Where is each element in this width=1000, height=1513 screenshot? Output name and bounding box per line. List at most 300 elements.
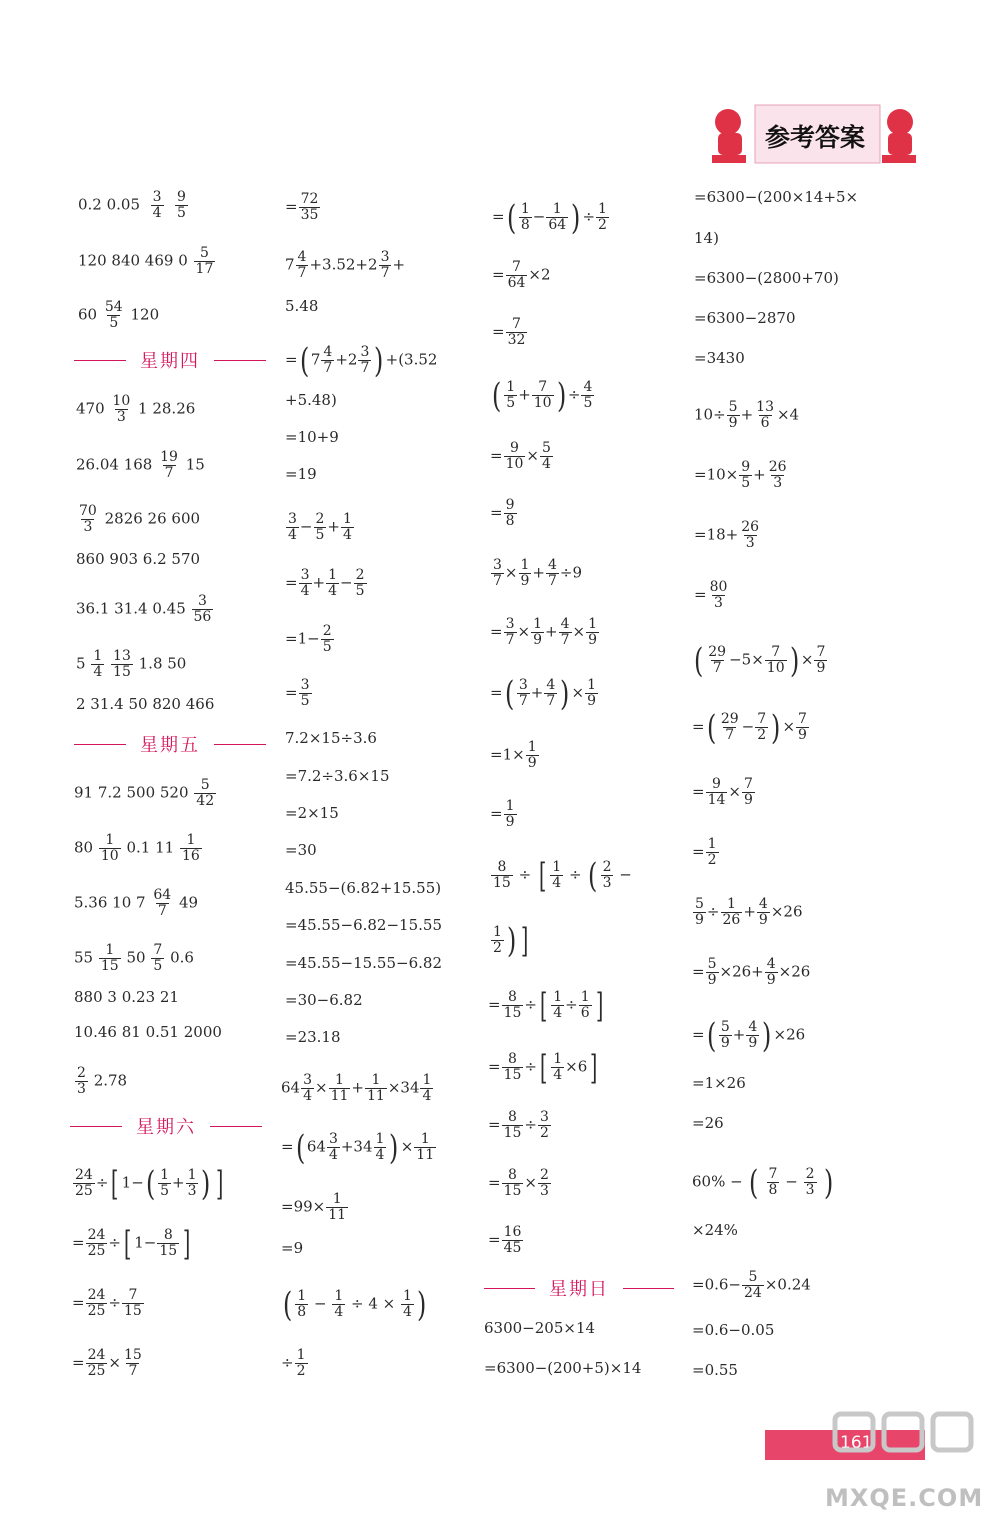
fraction <box>286 512 299 543</box>
fraction <box>504 441 526 472</box>
fraction <box>693 897 706 928</box>
fraction <box>538 1168 551 1199</box>
fraction <box>491 925 504 956</box>
fraction-numerator: 3 <box>493 557 502 573</box>
answer-line: 60% − ( $\frac{7}{8}$ − $\frac{2}{3}$ ) <box>692 1162 834 1203</box>
fraction-numerator: 4 <box>560 616 570 632</box>
fraction <box>73 1168 95 1199</box>
fraction <box>755 712 768 743</box>
answer-line: = $\frac{24}{25}$ × $\frac{15}{7}$ <box>72 1347 142 1379</box>
fraction-denominator: 4 <box>328 1147 338 1163</box>
fraction-denominator: 4 <box>328 583 337 599</box>
fraction-numerator: 24 <box>87 1227 106 1243</box>
fraction-numerator: 4 <box>323 344 333 360</box>
fraction-denominator: 5 <box>506 395 516 411</box>
fraction-denominator: 4 <box>403 1304 412 1320</box>
fraction <box>321 624 334 655</box>
fraction-denominator: 6 <box>580 1005 590 1021</box>
fraction <box>765 957 778 988</box>
fraction-denominator: 5 <box>583 395 593 411</box>
watermark-text: MXQE.COM <box>825 1484 984 1512</box>
fraction-denominator: 15 <box>503 1125 522 1141</box>
fraction <box>559 617 572 648</box>
fraction-denominator: 11 <box>330 1088 349 1104</box>
fraction <box>540 441 553 472</box>
fraction <box>757 897 770 928</box>
fraction <box>157 1228 179 1259</box>
fraction-denominator: 15 <box>503 1005 522 1021</box>
fraction-denominator: 15 <box>100 958 119 974</box>
answer-line: =30 <box>285 841 317 859</box>
answer-line: 10.46 81 0.51 2000 <box>74 1023 222 1041</box>
fraction-numerator: 2 <box>322 623 332 639</box>
fraction-numerator: 3 <box>518 677 528 693</box>
fraction <box>742 1270 764 1301</box>
answer-line: = $\frac{9}{14}$ × $\frac{7}{9}$ <box>692 776 753 808</box>
fraction <box>299 678 312 709</box>
bracket: ( <box>282 1284 293 1325</box>
answer-line: =( $\frac{29}{7}$ − $\frac{7}{2}$ ) × $\frac{7}{9}$ <box>692 707 807 748</box>
fraction <box>180 833 202 864</box>
answer-line: +5.48) <box>285 391 337 409</box>
fraction-numerator: 1 <box>520 557 530 573</box>
fraction-numerator: 4 <box>583 379 593 395</box>
bracket: ( <box>588 855 598 896</box>
fraction-numerator: 7 <box>743 776 753 792</box>
bracket: ( <box>506 197 516 238</box>
fraction-denominator: 7 <box>380 265 390 281</box>
answer-line: = $\frac{8}{15}$ ÷[ $\frac{1}{4}$ ×6] <box>488 1047 598 1088</box>
fraction-denominator: 2 <box>296 1363 306 1379</box>
answer-line: ( $\frac{29}{7}$ −5× $\frac{7}{10}$ ) × $\frac{7}{9}$ <box>693 640 826 681</box>
answer-line: =6300−(2800+70) <box>694 269 839 287</box>
fraction <box>151 943 164 974</box>
fraction-numerator: 1 <box>527 739 537 755</box>
bracket: ) <box>771 707 781 748</box>
fraction-denominator: 9 <box>743 792 753 808</box>
fraction-numerator: 4 <box>748 1019 758 1035</box>
fraction <box>719 712 741 743</box>
fraction-denominator: 9 <box>695 912 704 928</box>
fraction <box>504 498 517 529</box>
bracket: ) <box>416 1284 427 1325</box>
fraction-numerator: 7 <box>128 1287 138 1303</box>
fraction-denominator: 7 <box>548 573 557 589</box>
fraction-numerator: 3 <box>288 511 297 527</box>
fraction-numerator: 9 <box>177 189 186 205</box>
fraction-denominator: 25 <box>87 1303 106 1319</box>
fraction <box>374 1132 387 1163</box>
answer-line: 91 7.2 500 520 $\frac{5}{42}$ <box>74 777 215 809</box>
fraction-numerator: 9 <box>741 459 751 475</box>
fraction-numerator: 19 <box>160 449 178 465</box>
fraction-numerator: 7 <box>757 711 767 727</box>
section-header-thursday: 星期四 <box>74 348 266 372</box>
answer-line: =45.55−6.82−15.55 <box>285 916 442 934</box>
fraction-numerator: 1 <box>587 677 597 693</box>
fraction <box>519 202 532 233</box>
fraction <box>767 1167 780 1198</box>
answer-line: =2×15 <box>285 804 339 822</box>
fraction-numerator: 8 <box>508 1051 517 1067</box>
answer-line: =( 64 $\frac{3}{4}$ +34 $\frac{1}{4}$ ) × $\frac{1}{11}$ <box>281 1127 435 1168</box>
fraction <box>379 250 392 281</box>
answer-line: = $\frac{80}{3}$ <box>694 579 728 611</box>
answer-line: =23.18 <box>285 1028 341 1046</box>
fraction-numerator: 3 <box>197 593 207 609</box>
fraction-denominator: 14 <box>707 792 726 808</box>
fraction <box>502 1225 524 1256</box>
bracket: ) <box>560 673 570 714</box>
bracket: ) <box>789 640 799 681</box>
answer-line: =9 <box>281 1239 304 1257</box>
fraction <box>551 990 564 1021</box>
fraction <box>192 594 214 625</box>
fraction-numerator: 1 <box>343 511 352 527</box>
answer-line: =18+ $\frac{26}{3}$ <box>694 519 760 551</box>
fraction-denominator: 7 <box>546 693 556 709</box>
bracket: [ <box>123 1223 132 1264</box>
fraction <box>579 990 592 1021</box>
bracket: ) <box>506 920 517 961</box>
fraction-denominator: 5 <box>322 639 332 655</box>
answer-line: = $\frac{3}{5}$ <box>285 677 310 709</box>
fraction <box>746 1020 759 1051</box>
bracket: ( <box>299 340 309 381</box>
fraction-numerator: 13 <box>756 399 774 415</box>
bracket: ] <box>183 1223 191 1264</box>
fraction <box>86 1228 108 1259</box>
fraction <box>86 1348 108 1379</box>
answer-line: = $\frac{5}{9}$ ×26+ $\frac{4}{9}$ ×26 <box>692 956 811 988</box>
fraction-denominator: 25 <box>75 1183 93 1199</box>
fraction-denominator: 7 <box>360 360 370 376</box>
fraction-denominator: 5 <box>355 583 365 599</box>
fraction <box>299 568 312 599</box>
bracket: ) <box>824 1162 834 1203</box>
fraction-denominator: 3 <box>187 1183 197 1199</box>
fraction-denominator: 7 <box>297 265 307 281</box>
fraction-denominator: 2 <box>493 940 502 956</box>
fraction <box>742 777 755 808</box>
fraction-denominator: 4 <box>288 527 297 543</box>
fraction-denominator: 25 <box>87 1243 106 1259</box>
answer-line: 36.1 31.4 0.45 $\frac{3}{56}$ <box>76 593 212 625</box>
fraction-denominator: 4 <box>422 1088 432 1104</box>
fraction <box>502 1052 524 1083</box>
answer-line: $\frac{2}{3}$ 2.78 <box>77 1065 128 1097</box>
fraction-denominator: 4 <box>375 1147 385 1163</box>
answer-line: =6300−(200×14+5× <box>694 188 859 206</box>
fraction <box>326 1192 348 1223</box>
fraction-denominator: 3 <box>83 519 93 535</box>
fraction <box>103 300 125 331</box>
fraction <box>727 400 740 431</box>
fraction-denominator: 4 <box>300 583 310 599</box>
fraction-denominator: 15 <box>503 1067 522 1083</box>
section-header-saturday: 星期六 <box>70 1114 262 1138</box>
fraction-denominator: 4 <box>541 456 551 472</box>
bracket: ] <box>595 985 603 1026</box>
fraction-denominator: 9 <box>527 755 537 771</box>
answer-line: 2 31.4 50 820 466 <box>76 695 215 713</box>
fraction-numerator: 1 <box>707 836 717 852</box>
answer-line: $\frac{3}{7}$ × $\frac{1}{9}$ + $\frac{4}{7}$ ÷9 <box>493 557 583 589</box>
answer-line: 6300−205×14 <box>484 1319 596 1337</box>
answer-line: =0.6−0.05 <box>692 1321 775 1339</box>
bracket: ) <box>389 1127 399 1168</box>
fraction-numerator: 1 <box>726 896 736 912</box>
fraction-numerator: 72 <box>300 191 319 207</box>
fraction-denominator: 10 <box>766 660 785 676</box>
fraction-numerator: 4 <box>758 896 768 912</box>
fraction-denominator: 45 <box>503 1240 522 1256</box>
fraction-numerator: 2 <box>77 1065 86 1081</box>
fraction <box>706 777 728 808</box>
fraction-numerator: 16 <box>503 1224 522 1240</box>
fraction <box>804 1167 817 1198</box>
fraction <box>551 1052 564 1083</box>
fraction-numerator: 4 <box>766 956 776 972</box>
fraction-denominator: 3 <box>116 409 126 425</box>
fraction-numerator: 7 <box>512 316 521 332</box>
answer-line: = $\frac{9}{10}$ × $\frac{5}{4}$ <box>490 440 551 472</box>
fraction <box>151 190 164 221</box>
fraction <box>158 1168 171 1199</box>
answer-line: = $\frac{8}{15}$ ÷[ $\frac{1}{4}$ ÷ $\frac{1}{6}$ ] <box>488 985 603 1026</box>
fraction-denominator: 11 <box>367 1088 385 1104</box>
fraction-numerator: 5 <box>720 1019 730 1035</box>
answer-line: ÷ $\frac{1}{2}$ <box>281 1347 306 1379</box>
answer-line: 5.36 10 7 $\frac{64}{7}$ 49 <box>74 887 199 919</box>
fraction-numerator: 1 <box>375 1131 385 1147</box>
fraction <box>341 512 354 543</box>
fraction <box>538 1110 551 1141</box>
fraction-denominator: 15 <box>113 664 131 680</box>
answer-line: 45.55−(6.82+15.55) <box>285 879 442 897</box>
answer-line: 470 $\frac{10}{3}$ 1 28.26 <box>76 393 196 425</box>
fraction-denominator: 8 <box>505 513 515 529</box>
fraction-numerator: 5 <box>541 440 551 456</box>
fraction-denominator: 9 <box>758 912 768 928</box>
bracket: [ <box>539 985 548 1026</box>
fraction-numerator: 26 <box>741 519 760 535</box>
fraction-denominator: 9 <box>707 972 717 988</box>
bracket: ) <box>556 375 566 416</box>
fraction <box>122 1288 144 1319</box>
answer-line: =26 <box>692 1114 724 1132</box>
bracket: ( <box>145 1163 156 1204</box>
bracket: ( <box>706 1015 716 1056</box>
fraction-numerator: 13 <box>113 648 131 664</box>
fraction-denominator: 26 <box>722 912 741 928</box>
fraction-denominator: 7 <box>712 660 722 676</box>
fraction-denominator: 4 <box>552 875 562 891</box>
fraction-denominator: 2 <box>707 852 717 868</box>
fraction-numerator: 29 <box>708 644 727 660</box>
fraction-denominator: 4 <box>553 1005 563 1021</box>
fraction <box>531 617 544 648</box>
fraction-denominator: 32 <box>507 332 526 348</box>
fraction <box>739 460 752 491</box>
fraction-denominator: 9 <box>720 1035 730 1051</box>
fraction-denominator: 9 <box>816 660 826 676</box>
fraction-numerator: 3 <box>300 567 310 583</box>
fraction-numerator: 1 <box>553 989 563 1005</box>
answer-line: =( $\frac{3}{7}$ + $\frac{4}{7}$ ) × $\frac{1}{9}$ <box>490 673 597 714</box>
answer-line: =7.2÷3.6×15 <box>285 767 390 785</box>
fraction-numerator: 5 <box>748 1269 758 1285</box>
fraction <box>546 558 559 589</box>
fraction-denominator: 4 <box>334 1304 344 1320</box>
fraction-denominator: 3 <box>602 875 612 891</box>
fraction-numerator: 2 <box>315 511 325 527</box>
fraction-denominator: 7 <box>725 727 735 743</box>
fraction-numerator: 1 <box>334 1288 344 1304</box>
fraction-denominator: 24 <box>744 1285 762 1301</box>
fraction <box>814 645 827 676</box>
fraction <box>151 888 173 919</box>
fraction-numerator: 3 <box>152 189 162 205</box>
answer-line: =1× $\frac{1}{9}$ <box>490 739 537 771</box>
fraction <box>706 645 728 676</box>
fraction-denominator: 16 <box>181 848 200 864</box>
answer-line: 64 $\frac{3}{4}$ × $\frac{1}{11}$ + $\frac{1}{11}$ ×34 $\frac{1}{4}$ <box>281 1072 432 1104</box>
fraction <box>86 1288 108 1319</box>
bracket: ] <box>521 920 529 961</box>
answer-line: = $\frac{24}{25}$ ÷ $\frac{7}{15}$ <box>72 1287 142 1319</box>
fraction-numerator: 4 <box>297 249 307 265</box>
fraction-denominator: 5 <box>153 958 163 974</box>
fraction <box>532 380 554 411</box>
fraction <box>708 580 730 611</box>
page-number: 161 <box>840 1433 873 1453</box>
fraction-numerator: 4 <box>546 677 556 693</box>
fraction <box>99 943 121 974</box>
answer-line: 5.48 <box>285 297 319 315</box>
fraction <box>491 558 504 589</box>
fraction-numerator: 1 <box>160 1167 169 1183</box>
fraction-denominator: 15 <box>493 875 511 891</box>
bracket: ( <box>504 673 514 714</box>
answer-line: ( $\frac{1}{5}$ + $\frac{7}{10}$ ) ÷ $\frac{4}{5}$ <box>491 375 593 416</box>
fraction-numerator: 1 <box>422 1072 432 1088</box>
bracket: ( <box>693 640 704 681</box>
answer-line: 7.2×15÷3.6 <box>285 729 377 747</box>
answer-line: ( $\frac{1}{8}$ − $\frac{1}{4}$ ÷ 4 × $\frac{1}{4}$ ) <box>282 1284 427 1325</box>
fraction-denominator: 64 <box>507 275 526 291</box>
answer-line: =1− $\frac{2}{5}$ <box>285 623 332 655</box>
fraction <box>110 394 132 425</box>
fraction <box>365 1073 387 1104</box>
fraction <box>581 380 594 411</box>
answer-line: 120 840 469 0 $\frac{5}{17}$ <box>78 245 214 277</box>
answer-line: $\frac{8}{15}$ ÷ [ $\frac{1}{4}$ ÷ ( $\frac{2}{3}$ − <box>493 855 632 896</box>
fraction-numerator: 64 <box>153 887 172 903</box>
answer-line: =45.55−15.55−6.82 <box>285 954 442 972</box>
fraction-denominator: 4 <box>93 664 103 680</box>
fraction-denominator: 10 <box>505 456 524 472</box>
fraction-numerator: 5 <box>707 956 717 972</box>
answer-line: = $\frac{7}{64}$ ×2 <box>492 259 551 291</box>
fraction <box>721 897 743 928</box>
fraction-denominator: 7 <box>505 632 515 648</box>
fraction-denominator: 10 <box>533 395 552 411</box>
answer-line: =3430 <box>694 349 745 367</box>
section-header-sunday: 星期日 <box>484 1276 674 1300</box>
fraction-numerator: 7 <box>771 644 781 660</box>
fraction <box>158 450 180 481</box>
fraction-numerator: 54 <box>104 299 123 315</box>
fraction-numerator: 1 <box>520 201 530 217</box>
fraction-numerator: 3 <box>328 1131 338 1147</box>
fraction-denominator: 2 <box>598 217 607 233</box>
answer-line: =0.55 <box>692 1361 738 1379</box>
fraction-denominator: 3 <box>745 535 755 551</box>
fraction <box>99 833 121 864</box>
fraction <box>706 957 719 988</box>
fraction-denominator: 8 <box>520 217 530 233</box>
fraction-numerator: 24 <box>75 1167 93 1183</box>
fraction-numerator: 1 <box>332 1191 342 1207</box>
answer-line: 7 $\frac{4}{7}$ +3.52+2 $\frac{3}{7}$ + <box>285 249 406 281</box>
fraction <box>504 380 517 411</box>
fraction-denominator: 5 <box>160 1183 169 1199</box>
fraction-denominator: 9 <box>505 814 515 830</box>
fraction-numerator: 8 <box>508 1167 517 1183</box>
fraction-denominator: 3 <box>805 1182 815 1198</box>
fraction-denominator: 15 <box>159 1243 178 1259</box>
fraction-numerator: 3 <box>539 1109 549 1125</box>
fraction <box>796 712 809 743</box>
fraction-numerator: 3 <box>360 344 370 360</box>
fraction-denominator: 9 <box>766 972 776 988</box>
fraction-numerator: 5 <box>695 896 704 912</box>
fraction <box>706 837 719 868</box>
fraction-numerator: 1 <box>403 1288 412 1304</box>
fraction <box>420 1073 433 1104</box>
fraction-numerator: 5 <box>728 399 738 415</box>
fraction-denominator: 6 <box>760 415 770 431</box>
fraction <box>550 860 563 891</box>
answer-line: 60 $\frac{54}{5}$ 120 <box>78 299 160 331</box>
fraction-denominator: 9 <box>798 727 807 743</box>
fraction-denominator: 7 <box>323 360 333 376</box>
answer-line: = $\frac{7}{32}$ <box>492 316 526 348</box>
fraction-denominator: 35 <box>300 207 319 223</box>
fraction-denominator: 2 <box>757 727 767 743</box>
answer-line: =19 <box>285 465 317 483</box>
fraction-numerator: 8 <box>163 1227 173 1243</box>
answer-line: = $\frac{3}{7}$ × $\frac{1}{9}$ + $\frac{4}{7}$ × $\frac{1}{9}$ <box>490 616 597 648</box>
fraction <box>401 1289 414 1320</box>
page-title: 参考答案 <box>765 123 866 152</box>
fraction-denominator: 3 <box>539 1183 549 1199</box>
fraction-numerator: 8 <box>497 859 507 875</box>
fraction-denominator: 5 <box>177 205 186 221</box>
fraction-denominator: 3 <box>714 595 723 611</box>
answer-line: = $\frac{9}{8}$ <box>490 497 515 529</box>
fraction <box>358 345 371 376</box>
fraction-denominator: 9 <box>533 632 542 648</box>
fraction <box>754 400 776 431</box>
answer-line: 14) <box>694 229 719 247</box>
answer-line: =( $\frac{5}{9}$ + $\frac{4}{9}$ ) ×26 <box>692 1015 806 1056</box>
fraction <box>491 860 513 891</box>
fraction-numerator: 1 <box>493 924 502 940</box>
fraction-numerator: 5 <box>199 245 209 261</box>
fraction-denominator: 4 <box>553 1067 563 1083</box>
